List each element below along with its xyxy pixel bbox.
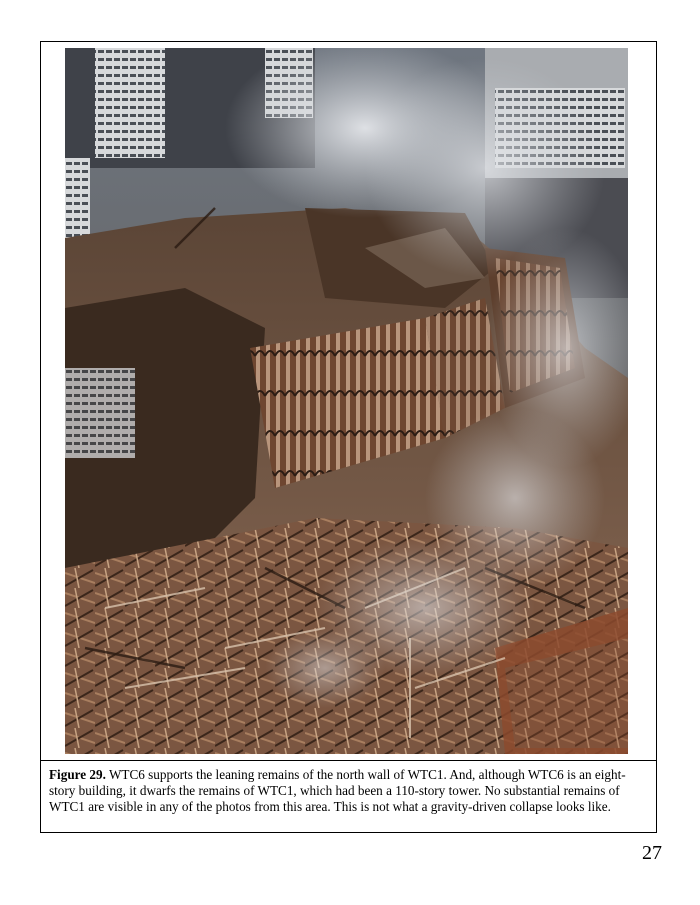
page-number: 27: [642, 842, 662, 864]
figure-frame: [40, 41, 657, 833]
figure-caption-text: WTC6 supports the leaning remains of the north wall of WTC1. And, although WTC6 is an eight-story building, it dwarfs the remains of WTC1, which had been a 110-story tower. No substantial remains of WTC1 are visible in any of the photos from this area. This is not what a gravity-driven collapse looks like.: [49, 767, 626, 814]
aerial-photo-wtc-debris: [65, 48, 628, 754]
figure-label: Figure 29.: [49, 767, 106, 782]
figure-caption: [41, 760, 656, 832]
photo-illustration: [65, 48, 628, 754]
